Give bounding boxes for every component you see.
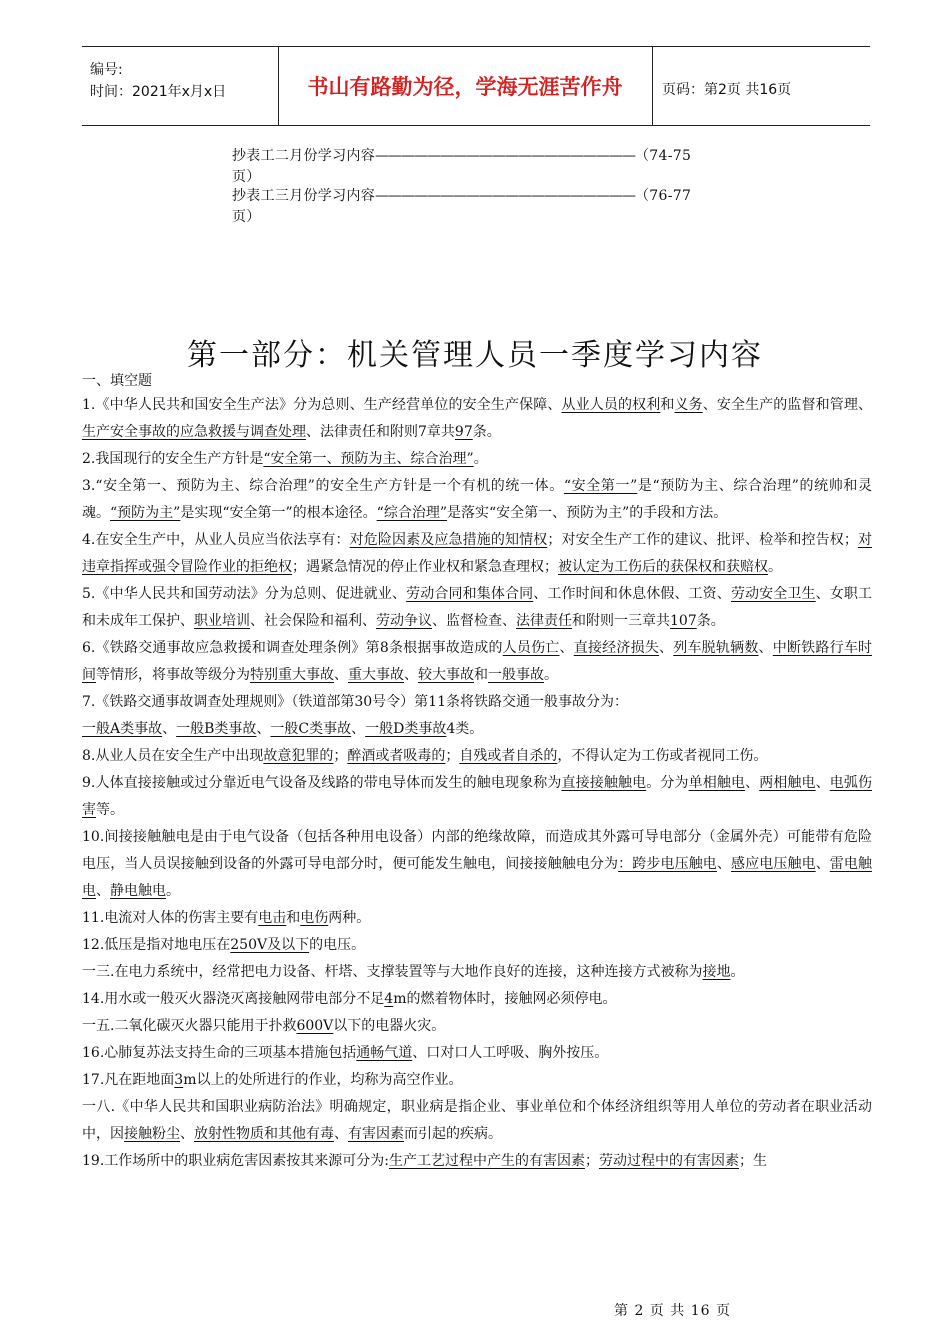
question-text: 、 (96, 883, 110, 899)
question-item (82, 527, 872, 581)
question-text: 两种。 (328, 910, 371, 926)
question-item (82, 392, 872, 446)
question-text: 、 (334, 667, 348, 683)
answer-text: “安全第一、预防为主、综合治理” (263, 451, 474, 467)
answer-text: 单相触电 (688, 775, 746, 791)
answer-text: 电伤 (300, 910, 329, 926)
question-text: ；对安全生产工作的建议、批评、检举和控告权； (547, 532, 858, 548)
question-text: 、 (162, 721, 177, 737)
question-text: 1.《中华人民共和国安全生产法》分为总则、生产经营单位的安全生产保障、 (82, 397, 562, 413)
answer-text: 职业培训 (194, 613, 250, 629)
question-list (82, 392, 872, 1175)
answer-text: 故意犯罪的 (263, 748, 334, 764)
question-text: 、 (180, 1126, 194, 1142)
question-text: 16.心肺复苏法支持生命的三项基本措施包括 (82, 1045, 357, 1061)
question-text: 而引起的疾病。 (404, 1126, 502, 1142)
question-text: 、 (334, 1126, 348, 1142)
question-text: 、 (351, 721, 366, 737)
toc-leader: ———————————————————— (375, 148, 635, 164)
question-text: 5.《中华人民共和国劳动法》分为总则、促进就业、 (82, 586, 407, 602)
answer-text: “综合治理” (376, 505, 447, 521)
answer-text: 特别重大事故 (250, 667, 334, 683)
question-text: 7.《铁路交通事故调查处理规则》（铁道部第30号令）第11条将铁路交通一般事故分为： (82, 694, 628, 710)
question-item (82, 959, 872, 986)
question-text: 是落实“安全第一、预防为主”的手段和方法。 (446, 505, 728, 521)
answer-text: 一般D类事故 (365, 721, 447, 737)
question-text: 。 (768, 559, 782, 575)
question-text: 10.间接接触触电是由于电气设备（包括各种用电设备）内部的绝缘故障，而造成其外露可导电部分（金属外壳）可能带有危险电压，当人员误接触到设备的外露可导电部分时，便可能发生触电，间接接触触电分为 (82, 829, 872, 872)
question-text: 、社会保险和福利、 (250, 613, 376, 629)
question-item (82, 932, 872, 959)
question-text: 、 (745, 775, 760, 791)
answer-text: 107 (670, 613, 697, 629)
question-text: 12.低压是指对地电压在 (82, 937, 231, 953)
answer-text: 被认定为工伤后的获保权和获赔权 (558, 559, 768, 575)
answer-text: 通畅气道 (356, 1045, 413, 1061)
answer-text: 列车脱轨辆数 (673, 640, 759, 656)
answer-text: 一般B类事故 (176, 721, 257, 737)
answer-text: ：跨步电压触电 (618, 856, 717, 872)
question-text: 。 (473, 451, 488, 467)
question-text: 以下的电器火灾。 (333, 1018, 446, 1034)
question-text: ，不得认定为工伤或者视同工伤。 (557, 748, 768, 764)
question-text: 、监督检查、 (432, 613, 516, 629)
answer-text: 从业人员的权利 (561, 397, 661, 413)
question-item (82, 1094, 872, 1148)
question-text: 、 (815, 775, 830, 791)
question-text: 17.凡在距地面 (82, 1072, 175, 1088)
toc-tail: 页） (232, 209, 261, 225)
answer-text: 生产安全事故的应急救援与调查处理 (82, 424, 306, 440)
answer-text: 义务 (674, 397, 703, 413)
answer-text: 接触粉尘 (124, 1126, 180, 1142)
toc-pages: （76-77 (635, 188, 692, 204)
question-text: 是实现“安全第一”的根本途径。 (180, 505, 377, 521)
answer-text: 醉酒或者吸毒的 (347, 748, 446, 764)
answer-text: 电弧伤害 (82, 775, 873, 818)
time-label: 时间：2021年x月x日 (90, 84, 227, 100)
question-text: 的电压。 (309, 937, 366, 953)
question-item (82, 1040, 872, 1067)
answer-text: 直接接触触电 (561, 775, 647, 791)
question-text: 、 (559, 640, 574, 656)
question-text: 和 (474, 667, 488, 683)
question-text: 6.《铁路交通事故应急救援和调查处理条例》第8条根据事故造成的 (82, 640, 503, 656)
answer-text: 劳动安全卫生 (730, 586, 816, 602)
answer-text: 重大事故 (348, 667, 404, 683)
answer-text: 接地 (702, 964, 731, 980)
answer-text: 250V及以下 (230, 937, 310, 953)
answer-text: 一般C类事故 (270, 721, 352, 737)
question-item (82, 446, 872, 473)
motto: 书山有路勤为径，学海无涯苦作舟 (278, 47, 653, 125)
answer-text: 对危险因素及应急措施的知情权 (349, 532, 548, 548)
answer-text: 较大事故 (418, 667, 474, 683)
section-title: 第一部分：机关管理人员一季度学习内容 (187, 338, 763, 373)
answer-text: 对违章指挥或强令冒险作业的拒绝权 (82, 532, 873, 575)
question-text: 一五.二氧化碳灭火器只能用于扑救 (82, 1018, 297, 1034)
toc-text: 抄表工三月份学习内容 (232, 188, 375, 204)
question-item (82, 716, 872, 743)
question-item (82, 689, 872, 716)
question-text: 、工作时间和休息休假、工资、 (533, 586, 731, 602)
question-item (82, 905, 872, 932)
page-code: 页码：第2页 共16页 (662, 82, 792, 98)
question-text: 和 (286, 910, 301, 926)
question-item (82, 635, 872, 689)
answer-text: 有害因素 (348, 1126, 404, 1142)
answer-text: 雷电触电 (82, 856, 873, 899)
answer-text: 97 (454, 424, 473, 440)
question-text: 等情形，将事故等级分为 (96, 667, 250, 683)
question-text: 。 (166, 883, 180, 899)
question-text: ；遇紧急情况的停止作业权和紧急查理权； (292, 559, 558, 575)
answer-text: 人员伤亡 (502, 640, 560, 656)
answer-text: 感应电压触电 (731, 856, 816, 872)
question-text: m的燃着物体时，接触网必须停电。 (393, 991, 617, 1007)
answer-text: 中断铁路行车时间 (82, 640, 873, 683)
answer-text: 直接经济损失 (573, 640, 660, 656)
answer-text: 劳动合同和集体合同 (406, 586, 534, 602)
answer-text: 一般A类事故 (82, 721, 163, 737)
toc-text: 抄表工二月份学习内容 (232, 148, 375, 164)
question-text: 4.在安全生产中，从业人员应当依法享有： (82, 532, 350, 548)
question-text: 等。 (96, 802, 124, 818)
question-item (82, 986, 872, 1013)
question-text: 。 (730, 964, 745, 980)
question-text: 。分为 (646, 775, 689, 791)
question-text: 、 (716, 856, 732, 872)
answer-text: 劳动过程中的有害因素 (598, 1153, 739, 1169)
question-text: 一八.《中华人民共和国职业病防治法》明确规定，职业病是指企业、事业单位和个体经济组织等用人单位的劳动者在职业活动中，因 (82, 1099, 872, 1142)
question-item (82, 1067, 872, 1094)
question-text: 11.电流对人体的伤害主要有 (82, 910, 259, 926)
subsection-heading: 一、填空题 (82, 373, 152, 389)
question-text: ；生 (738, 1153, 767, 1169)
question-text: 是“预防为主、综合治理”的统帅和灵魂。 (82, 478, 872, 521)
question-item (82, 1148, 872, 1175)
question-text: 3.“安全第一、预防为主、综合治理”的安全生产方针是一个有机的统一体。 (82, 478, 564, 494)
question-text: 。 (544, 667, 558, 683)
question-text: 、 (256, 721, 271, 737)
question-text: 、口对口人工呼吸、胸外按压。 (412, 1045, 609, 1061)
answer-text: 600V (296, 1018, 334, 1034)
answer-text: 一般事故 (488, 667, 544, 683)
page-footer: 第 2 页 共 16 页 (614, 1303, 731, 1319)
question-text: 、法律责任和附则7章共 (306, 424, 455, 440)
answer-text: 法律责任 (516, 613, 572, 629)
question-text: m以上的处所进行的作业，均称为高空作业。 (183, 1072, 463, 1088)
question-text: ； (445, 748, 460, 764)
question-text: ； (333, 748, 348, 764)
question-item (82, 473, 872, 527)
question-text: 一三.在电力系统中，经常把电力设备、杆塔、支撑装置等与大地作良好的连接，这种连接方式被称为 (82, 964, 703, 980)
question-text: 、 (815, 856, 830, 872)
page-header (82, 46, 870, 126)
question-text: 、 (659, 640, 674, 656)
question-text: 和附则一三章共 (572, 613, 670, 629)
question-text: 2.我国现行的安全生产方针是 (82, 451, 264, 467)
question-text: 条。 (696, 613, 725, 629)
question-item (82, 1013, 872, 1040)
answer-text: 4 (384, 991, 394, 1007)
question-text: 19.工作场所中的职业病危害因素按其来源可分为: (82, 1153, 389, 1169)
question-text: 和 (660, 397, 675, 413)
answer-text: “预防为主” (110, 505, 181, 521)
toc-entry (232, 146, 752, 188)
question-text: 、 (404, 667, 418, 683)
answer-text: 劳动争议 (376, 613, 432, 629)
header-meta (82, 47, 279, 125)
number-label: 编号: (90, 62, 123, 78)
question-text: 9.人体直接接触或过分靠近电气设备及线路的带电导体而发生的触电现象称为 (82, 775, 562, 791)
toc-entry (232, 186, 752, 228)
question-item (82, 581, 872, 635)
toc-tail: 页） (232, 169, 261, 185)
question-text: 8.从业人员在安全生产中出现 (82, 748, 264, 764)
question-text: 、 (758, 640, 773, 656)
toc-leader: ———————————————————— (375, 188, 635, 204)
answer-text: 两相触电 (759, 775, 816, 791)
question-item (82, 824, 872, 905)
question-text: 条。 (472, 424, 501, 440)
toc-pages: （74-75 (635, 148, 692, 164)
question-text: 4类。 (446, 721, 484, 737)
answer-text: 生产工艺过程中产生的有害因素 (388, 1153, 585, 1169)
question-text: 、女职工和未成年工保护、 (82, 586, 873, 629)
answer-text: 静电触电 (110, 883, 166, 899)
answer-text: 放射性物质和其他有毒 (194, 1126, 334, 1142)
question-item (82, 770, 872, 824)
answer-text: 自残或者自杀的 (459, 748, 558, 764)
answer-text: “安全第一” (563, 478, 638, 494)
answer-text: 电击 (258, 910, 287, 926)
question-text: 、安全生产的监督和管理、 (702, 397, 873, 413)
question-text: ； (584, 1153, 599, 1169)
question-text: 14.用水或一般灭火器浇灭离接触网带电部分不足 (82, 991, 385, 1007)
question-item (82, 743, 872, 770)
answer-text: 3 (174, 1072, 184, 1088)
